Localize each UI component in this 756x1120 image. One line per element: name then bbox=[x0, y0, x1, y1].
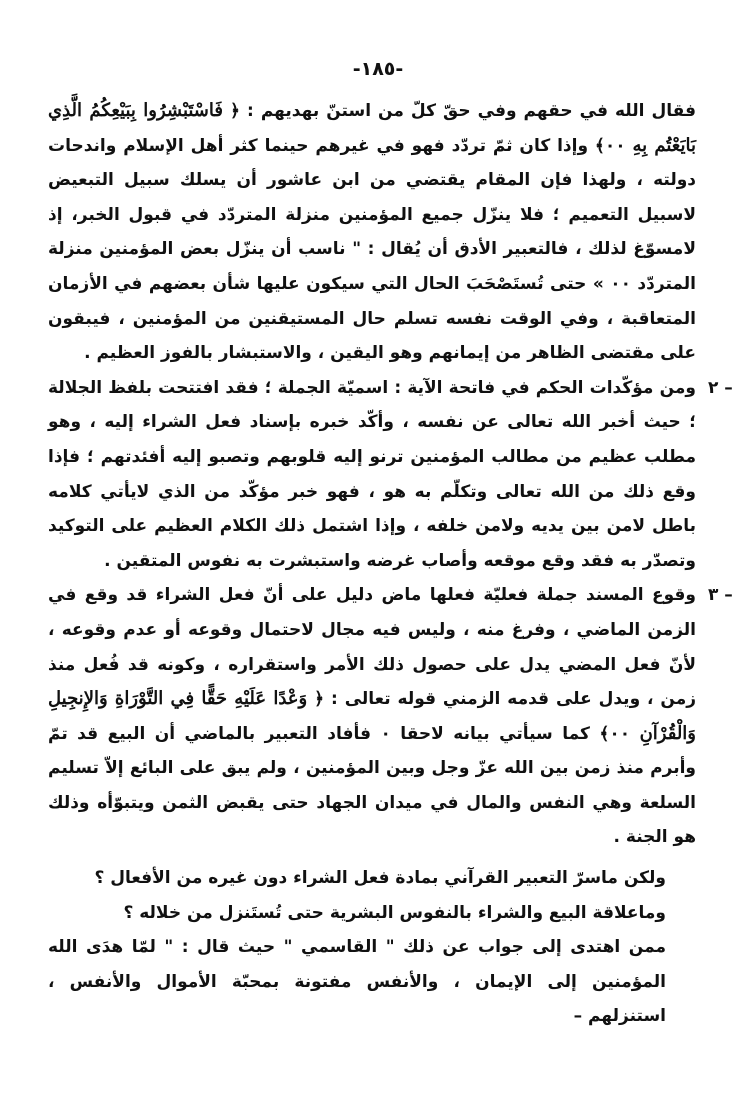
question-2: وماعلاقة البيع والشراء بالنفوس البشرية حتى تُستَنزل من خلاله ؟ bbox=[123, 902, 666, 923]
body-text bbox=[48, 94, 733, 1034]
paragraph-1-text-b: ٠٠﴾ وإذا كان ثمّ تردّد فهو في غيرهم حينما كثر أهل الإسلام واندحات دولته ، ولهذا فإن المقام يقتضي من ابن عاشور أن يسلك سبيل التبعيض لاسبيل التعميم ؛ فلا ينزّل جميع المؤمنين منزلة المتردّد في قبول الخبر، إذ لامسوّغ لذلك ، فالتعبير الأدق أن يُقال : " ناسب أن ينزّل بعض المؤمنين منزلة المتردّد ٠٠ » حتى تُستَصْحَبَ الحال التي سيكون عليها شأن بعضهم في الأزمان المتعاقبة ، وفي الوقت نفسه تسلم حال المستيقنين من المؤمنين ، فيبقون على مقتضى الظاهر من إيمانهم وهو اليقين ، والاستبشار بالفوز العظيم . bbox=[48, 135, 696, 364]
page-number: -١٨٥- bbox=[352, 58, 404, 80]
closing-paragraph: ممن اهتدى إلى جواب عن ذلك " القاسمي " حيث قال : " لمّا هدَى الله المؤمنين إلى الإيمان ، والأنفس مفتونة بمحبّة الأموال والأنفس ، استنزلهم – bbox=[48, 937, 666, 1027]
quran-verse-1: فَاسْتَبْشِرُوا بِبَيْعِكُمُ الَّذِي بَايَعْتُم بِهِ bbox=[48, 100, 696, 156]
list-item-2-number: ٢ – bbox=[708, 377, 733, 398]
paragraph-1-text-a: فقال الله في حقهم وفي حقّ كلّ من استنّ بهديهم : ﴿ bbox=[222, 101, 696, 121]
paragraph-1 bbox=[48, 94, 696, 371]
list-item-3-number: ٣ – bbox=[708, 585, 733, 606]
list-item-3-text-a: وقوع المسند جملة فعليّة فعلها ماض دليل على أنّ فعل الشراء قد وقع في الزمن الماضي ، وفرغ منه ، وليس فيه مجال لاحتمال وقوعه أو عدم وقوعه ، لأنّ فعل المضي يدل على حصول ذلك الأمر واستقراره ، وكونه قد فُعل منذ زمن ، ويدل على قدمه الزمني قوله تعالى : ﴿ bbox=[48, 585, 697, 710]
list-item-2-text: ومن مؤكّدات الحكم في فاتحة الآية : اسميّة الجملة ؛ فقد افتتحت بلفظ الجلالة ؛ حيث أخبر الله تعالى عن نفسه ، وأكّد خبره بإسناد فعل الشراء إليه ، وهو مطلب عظيم من مطالب المؤمنين ترنو إليه قلوبهم وتصبو إليه أفئدتهم ؛ فإذا وقع ذلك من الله تعالى وتكلّم به هو ، فهو خبر مؤكّد من الذي لايأتي كلامه باطل لامن بين يديه ولامن خلفه ، وإذا اشتمل ذلك الكلام العظيم على التوكيد وتصدّر به فقد وقع موقعه وأصاب غرضه واستبشرت به نفوس المتقين . bbox=[48, 377, 696, 571]
question-1: ولكن ماسرّ التعبير القرآني بمادة فعل الشراء دون غيره من الأفعال ؟ bbox=[94, 868, 666, 889]
list-item-2 bbox=[48, 371, 733, 579]
quran-verse-2: وَعْدًا عَلَيْهِ حَقًّا فِي التَّوْرَاةِ وَالإِنجِيلِ وَالْقُرْآنِ bbox=[48, 688, 696, 744]
list-item-3-text-b: ٠٠﴾ كما سيأتي بيانه لاحقا ٠ فأفاد التعبير بالماضي أن البيع قد تمّ وأبرم منذ زمن بين الله عزّ وجل وبين المؤمنين ، ولم يبق على البائع إلاّ تسليم السلعة وهي النفس والمال في ميدان الجهاد حتى يقبض الثمن ويتبوّأه وذلك هو الجنة . bbox=[48, 723, 696, 848]
list-item-3 bbox=[48, 578, 733, 855]
